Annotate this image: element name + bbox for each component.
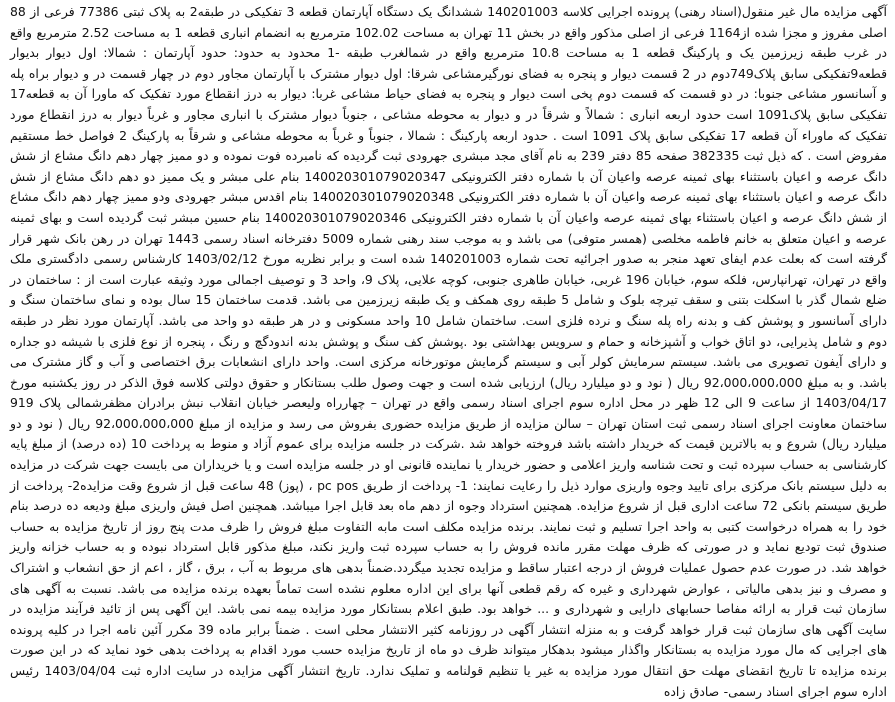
auction-notice-body: آگهی مزایده مال غیر منقول(اسناد رهنی) پرونده اجرایی کلاسه 140201003 ششدانگ یک دستگاه آپارتمان قطعه 3 تفکیکی در طبقه2 به پلاک ثبتی 77386 فرعی از 88 اصلی مفروز و مجزا شده از1164 فرعی از اصلی مذکور واقع در بخش 11 تهران به مساحت 102.02 مترمربع به انضمام انباری قطعه 1 به مساحت 2.52 مترمربع واقع در غرب طبقه زیرزمین یک و پارکینگ قطعه 1 به مساحت 10.8 مترمربع واقع در شمالغرب طبقه -1 محدود به حدود: حدود آپارتمان : شمالا: اول دیوار بدیوار قطعه9تفکیکی سابق پلاک749دوم در 2 قسمت دیوار و پنجره به فضای نورگیرمشاعی شرقا: اول دیوار مشترک با آپارتمان مجاور دوم در چهار قسمت در و دیوار براه پله و آسانسور مشاعی جنوبا: در دو قسمت که قسمت دوم پخی است دیوار و پنجره به فضای حیاط مشاعی غربا: دیوار به درز انقطاع مورد تفکیک که ماورا آن به قطعه17 تفکیکی سابق پلاک1091 است حدود اربعه انباری : شمالاً و شرقاً در و دیوار به محوطه مشاعی ، جنوباً دیوار مشترک با انباری مجاور و غرباً دیوار به درز انقطاع مورد تفکیک که ماوراء آن قطعه 17 تفکیکی سابق پلاک 1091 است . حدود اربعه پارکینگ : شمالا ، جنوباً و غرباً به محوطه مشاعی و شرقاً به پارکینگ 2 فواصل خط مستقیم مفروض است . که ذیل ثبت 382335 صفحه 85 دفتر 239 به نام آقای مجد مبشری جهرودی ثبت گردیده که نامبرده فوت نموده و دو ممیز چهار دهم دانگ مشاع از شش دانگ عرصه و اعیان باستثناء بهای ثمینه عرصه واعیان آن با شماره دفتر الکترونیکی 140020301079020347 بنام علی مبشر و یک ممیز دو دهم دانگ مشاع از شش دانگ عرصه و اعیان باستثناء بهای ثمینه عرصه واعیان آن با شماره دفتر الکترونیکی 140020301079020348 بنام اقدس مبشر جهرودی ودو ممیز چهار دهم دانگ مشاع از شش دانگ عرصه و اعیان باستثناء بهای ثمینه عرصه واعیان آن با شماره دفتر الکترونیکی 140020301079020346 بنام حسین مبشر ثبت گردیده است و بهای ثمینه عرصه و اعیان متعلق به خانم فاطمه مخلصی (همسر متوفی) می باشد و به موجب سند رهنی شماره 5009 دفترخانه اسناد رسمی 1443 تهران در رهن بانک شهر قرار گرفته است که بعلت عدم ایفای تعهد منجر به صدور اجرائیه تحت شماره 140201003 شده است و برابر نظریه مورخ 1403/02/12 کارشناس رسمی دادگستری ملک واقع در تهران، تهرانپارس، فلکه سوم، خیابان 196 غربی، خیابان طاهری جنوبی، کوچه علایی، پلاک 9، واحد 3 و توصیف اجمالی مورد وثیقه عبارت است از : ساختمان در ضلع شمال گذر با اسکلت بتنی و سقف تیرچه بلوک و شامل 5 طبقه روی همکف و یک طبقه زیرزمین می باشد. قدمت ساختمان 15 سال بوده و نمای ساختمان سنگ و دارای آسانسور و پوشش کف و بدنه راه پله سنگ و نرده فلزی است. ساختمان شامل 10 واحد مسکونی و در هر طبقه دو واحد می باشد. آپارتمان مورد نظر در طبقه دوم و شامل پذیرایی، دو اتاق خواب و آشپزخانه و حمام و سرویس بهداشتی بود .پوشش کف سنگ و پوشش بدنه اندودگچ و رنگ ، پنجره از نوع فلزی با شیشه دو جداره و دارای آیفون تصویری می باشد. سیستم سرمایش کولر آبی و سیستم گرمایش موتورخانه مرکزی است. واحد دارای انشعابات برق اختصاصی و آب و گاز مشترک می باشد. و به مبلغ 92،000،000،000 ریال ( نود و دو میلیارد ریال) ارزیابی شده است و جهت وصول طلب بستانکار و حقوق دولتی کلاسه فوق الذکر در روز یکشنبه مورخ 1403/04/17 از ساعت 9 الی 12 ظهر در محل اداره سوم اجرای اسناد رسمی واقع در تهران – چهارراه ولیعصر خیابان انقلاب نبش برادران مظفرشمالی پلاک 919 ساختمان معاونت اجرای اسناد رسمی ثبت استان تهران – سالن مزایده از طریق مزایده حضوری بفروش می رسد و مزایده از مبلغ 92،000،000،000 ریال ( نود و دو میلیارد ریال) شروع و به بالاترین قیمت که خریدار داشته باشد فروخته خواهد شد .شرکت در جلسه مزایده برای عموم آزاد و منوط به پرداخت 10 (ده درصد) از مبلغ پایه کارشناسی به حساب سپرده ثبت و تحت شناسه واریز اعلامی و حضور خریدار یا نماینده قانونی او در جلسه مزایده است و یا خریداران می بایست جهت شرکت در مزایده به دلیل سیستم بانک مرکزی برای تایید وجوه واریزی موارد ذیل را رعایت نمایند: 1- پرداخت از طریق pc pos ، (پوز) 48 ساعت قبل از شروع وقت مزایده2- پرداخت از طریق سیستم بانکی 72 ساعت اداری قبل از شروع مزایده. همچنین استرداد وجوه از دهم ماه بعد قابل اجرا میباشد. همچنین اصل فیش واریزی مبلغ ودیعه ده درصد بنام خود را به همراه درخواست کتبی به واحد اجرا تسلیم و ثبت نمایند. برنده مزایده مکلف است مابه التفاوت مبلغ فروش را ظرف مدت پنج روز از تاریخ مزایده به حساب صندوق ثبت تودیع نماید و در صورتی که ظرف مهلت مقرر مانده فروش را به حساب سپرده ثبت واریز نکند، مبلغ مذکور قابل استرداد نبوده و به حساب خزانه واریز خواهد شد. در صورت عدم حصول عملیات فروش از درجه اعتبار ساقط و مزایده تجدید میگردد.ضمناً بدهی های مربوط به آب ، برق ، گاز ، اعم از حق انشعاب و اشتراک و مصرف و نیز بدهی مالیاتی ، عوارض شهرداری و غیره که رقم قطعی آنها برای این اداره معلوم نشده است تماماً بعهده برنده مزایده می باشد. نسبت به آگهی های سازمان ثبت قرار به ارائه مفاصا حسابهای دارایی و شهرداری و ... خواهد بود. طبق اعلام بستانکار مورد مزایده بیمه نمی باشد. این آگهی پس از تائید فرآیند مزایده در سایت آگهی های سازمان ثبت قرار خواهد گرفت و به منزله انتشار آگهی در روزنامه کثیر الانتشار محلی است . ضمناً برابر ماده 39 مکرر آئین نامه اجرا در کلیه پرونده های اجرایی که مال مورد مزایده به بستانکار واگذار میشود بدهکار میتواند ظرف دو ماه از تاریخ مزایده حسب مورد اقدام به پرداخت بدهی خود نماید که در این صورت برنده مزایده تا تاریخ انقضای مهلت حق انتقال مورد مزایده به غیر یا تنظیم قولنامه و تملیک ندارد. تاریخ انتشار آگهی مزایده در سایت اداره ثبت 1403/04/04 رئیس اداره سوم اجرای اسناد رسمی- صادق زاده [10,4,888,699]
